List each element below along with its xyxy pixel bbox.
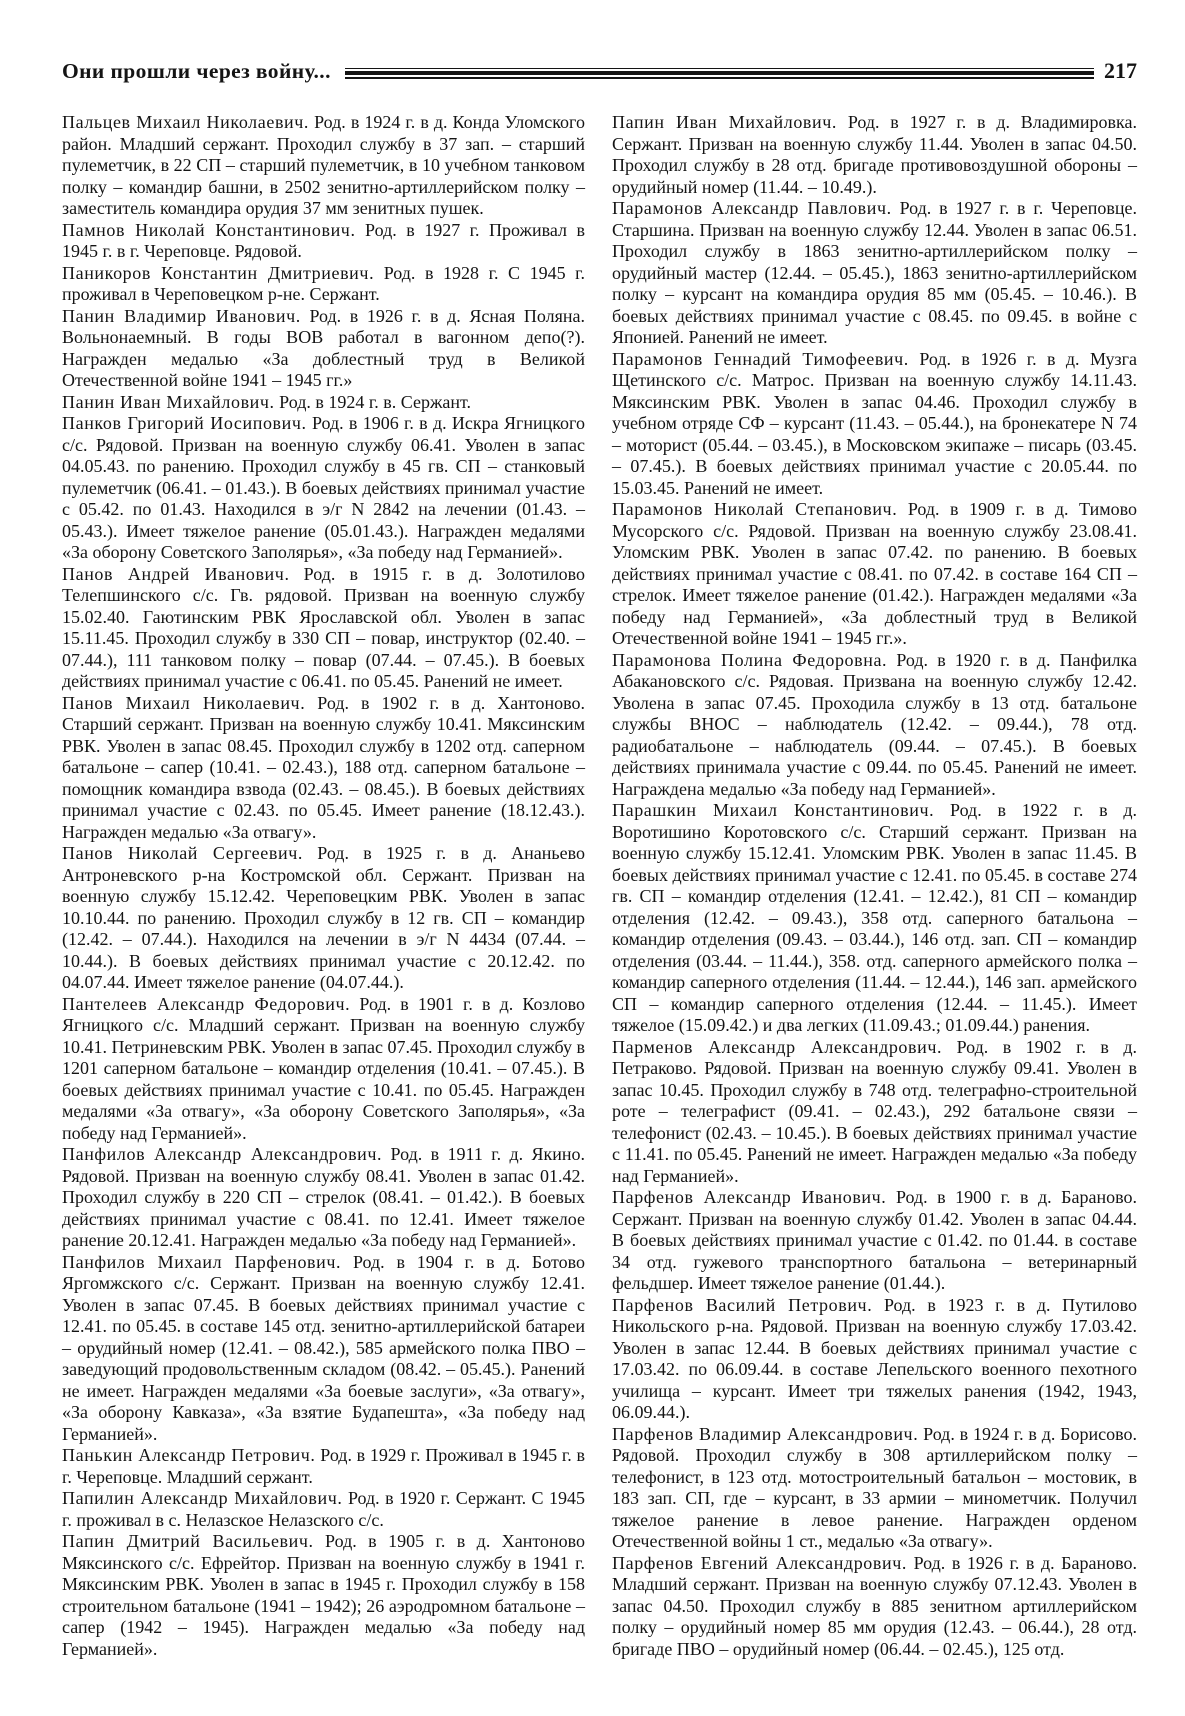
veteran-details: Род. в 1902 г. в д. Петраково. Рядовой. Призван на военную службу 09.41. Уволен в запас 10.45. Проходил службу в 748 отд. телеграфно-строительной роте – телеграфист (09.41. – 02.43.), 292 батальоне связи – телефонист (02.43. – 10.45.). В боевых действиях принимал участие с 11.41. по 05.45. Ранений не имеет. Награжден медалью «За победу над Германией». — [612, 1036, 1138, 1186]
veteran-name: Парфенов Владимир Александрович. — [612, 1423, 919, 1444]
veteran-name: Папин Дмитрий Васильевич. — [62, 1531, 314, 1551]
veteran-name: Парфенов Александр Иванович. — [612, 1187, 887, 1207]
veteran-entry — [62, 843, 585, 994]
veteran-name: Парамонов Александр Павлович. — [612, 198, 892, 218]
veteran-name: Парамонов Геннадий Тимофеевич. — [612, 348, 909, 369]
veteran-entry — [62, 392, 585, 414]
veteran-details: Род. в 1900 г. в д. Бараново. Сержант. Призван на военную службу 01.42. Уволен в запас 04.44. В боевых действиях принимал участие с 01.42. по 01.44. в составе 34 отд. гужевого транспортного батальона – ветеринарный фельдшер. Имеет тяжелое ранение (01.44.). — [612, 1187, 1138, 1293]
veteran-entry — [612, 1295, 1137, 1424]
veteran-entry — [612, 499, 1137, 650]
veteran-name: Парашкин Михаил Константинович. — [612, 800, 935, 820]
veteran-details: Род. в 1926 г. в д. Музга Щетинского с/с. Матрос. Призван на военную службу 14.11.43. Мяксинским РВК. Уволен в запас 04.46. Проходил службу в учебном отряде СФ – курсант (11.43. – 05.44.), на бронекатере N 74 – моторист (05.44. – 03.45.), в Московском экипаже – писарь (03.45. – 07.45.). В боевых действиях принимал участие с 20.05.44. по 15.03.45. Ранений не имеет. — [612, 348, 1138, 498]
veteran-entry — [612, 1424, 1137, 1553]
page-number: 217 — [1104, 58, 1137, 83]
veteran-details: Род. в 1925 г. в д. Ананьево Антроневского р-на Костромской обл. Сержант. Призван на военную службу 15.12.42. Череповецким РВК. Уволен в запас 10.10.44. по ранению. Проходил службу в 12 гв. СП – командир (12.42. – 07.44.). Находился на лечении в э/г N 4434 (07.44. – 10.44.). В боевых действиях принимал участие с 20.12.42. по 04.07.44. Имеет тяжелое ранение (04.07.44.). — [62, 843, 586, 992]
veteran-entry — [62, 1488, 585, 1531]
veteran-name: Памнов Николай Константинович. — [62, 219, 356, 240]
veteran-entry — [62, 1252, 585, 1446]
page-header — [62, 56, 1137, 86]
text-column-right — [612, 112, 1137, 1660]
veteran-details: Род. в 1928 г. С 1945 г. проживал в Череповецком р-не. Сержант. — [62, 262, 585, 304]
veteran-entry — [612, 112, 1137, 198]
veteran-name: Пальцев Михаил Николаевич. — [62, 112, 310, 132]
veteran-details: Род. в 1920 г. в д. Панфилка Абакановского с/с. Рядовая. Призвана на военную службу 12.42. Уволена в запас 07.45. Проходила службу в 13 отд. батальоне службы ВНОС – наблюдатель (12.42. – 09.44.), 78 отд. радиобатальоне – наблюдатель (09.44. – 07.45.). В боевых действиях принимала участие с 09.44. по 05.45. Ранений не имеет. Награждена медалью «За победу над Германией». — [612, 649, 1138, 799]
veteran-details: Род. в 1902 г. в д. Хантоново. Старший сержант. Призван на военную службу 10.41. Мяксинским РВК. Уволен в запас 08.45. Проходил службу в 1202 отд. саперном батальоне – сапер (10.41. – 02.43.), 188 отд. саперном батальоне – помощник командира взвода (02.43. – 08.45.). В боевых действиях принимал участие с 02.43. по 05.45. Имеет ранение (18.12.43.). Награжден медалью «За отвагу». — [62, 692, 585, 842]
veteran-name: Панков Григорий Иосипович. — [62, 413, 307, 433]
veteran-entry — [612, 1037, 1137, 1188]
running-title: Они прошли через войну... — [62, 58, 331, 83]
veteran-entry — [612, 1553, 1137, 1661]
page-body — [62, 112, 1137, 1660]
veteran-entry — [612, 198, 1137, 349]
text-column-left — [62, 112, 585, 1660]
veteran-entry — [612, 349, 1137, 500]
veteran-name: Панов Андрей Иванович. — [62, 563, 290, 584]
veteran-entry — [612, 650, 1137, 801]
veteran-entry — [62, 1531, 585, 1660]
veteran-name: Парамонов Николай Степанович. — [612, 499, 898, 519]
veteran-name: Папилин Александр Михайлович. — [62, 1488, 343, 1508]
veteran-details: Род. в 1926 г. в д. Ясная Поляна. Вольнонаемный. В годы ВОВ работал в вагонном депо(?). Награжден медалью «За доблестный труд в Великой Отечественной войне 1941 – 1945 гг.» — [62, 305, 585, 390]
veteran-entry — [62, 693, 585, 844]
veteran-entry — [62, 413, 585, 564]
veteran-entry — [62, 564, 585, 693]
veteran-name: Парфенов Евгений Александрович. — [612, 1552, 907, 1573]
veteran-name: Папин Иван Михайлович. — [612, 112, 838, 132]
veteran-details: Род. в 1920 г. Сержант. С 1945 г. проживал в с. Нелазское Нелазского с/с. — [62, 1488, 585, 1530]
veteran-details: Род. в 1927 г. в г. Череповце. Старшина. Призван на военную службу 12.44. Уволен в запас 06.51. Проходил службу в 1863 зенитно-артиллерийском полку – орудийный мастер (12.44. – 05.45.), 1863 зенитно-артиллерийском полку – курсант на командира орудия 85 мм (05.45. – 10.46.). В боевых действиях принимал участие с 08.45. по 09.45. в войне с Японией. Ранений не имеет. — [612, 198, 1137, 347]
veteran-name: Парменов Александр Александрович. — [612, 1036, 943, 1057]
veteran-details: Род. в 1901 г. в д. Козлово Ягницкого с/с. Младший сержант. Призван на военную службу 10.41. Петриневским РВК. Уволен в запас 07.45. Проходил службу в 1201 саперном батальоне – командир отделения (10.41. – 07.45.). В боевых действиях принимал участие с 10.41. по 05.45. Награжден медалями «За отвагу», «За оборону Советского Заполярья», «За победу над Германией». — [62, 993, 586, 1143]
veteran-details: Род. в 1904 г. в д. Ботово Яргомжского с/с. Сержант. Призван на военную службу 12.41. Уволен в запас 07.45. В боевых действиях принимал участие с 12.41. по 05.45. в составе 145 отд. зенитно-артиллерийской батареи – орудийный номер (12.41. – 08.42.), 585 армейского полка ПВО – заведующий продовольственным складом (08.42. – 05.45.). Ранений не имеет. Награжден медалями «За боевые заслуги», «За отвагу», «За оборону Кавказа», «За взятие Будапешта», «За победу над Германией». — [62, 1251, 586, 1444]
veteran-name: Панов Михаил Николаевич. — [62, 692, 306, 713]
veteran-entry — [62, 263, 585, 306]
veteran-entry — [62, 112, 585, 220]
veteran-details: Род. в 1924 г. в. Сержант. — [279, 391, 472, 412]
veteran-details: Род. в 1927 г. Проживал в 1945 г. в г. Череповце. Рядовой. — [62, 219, 585, 261]
veteran-details: Род. в 1923 г. в д. Путилово Никольского р-на. Рядовой. Призван на военную службу 17.03.42. Уволен в запас 12.44. В боевых действиях принимал участие с 17.03.42. по 06.09.44. в составе Лепельского военного пехотного училища – курсант. Имеет три тяжелых ранения (1942, 1943, 06.09.44.). — [612, 1294, 1137, 1422]
veteran-entry — [62, 994, 585, 1145]
veteran-details: Род. в 1922 г. в д. Воротишино Коротовского с/с. Старший сержант. Призван на военную службу 15.12.41. Уломским РВК. Уволен в запас 11.45. В боевых действиях принимал участие с 12.41. по 05.45. в составе 274 гв. СП – командир отделения (12.41. – 12.42.), 81 СП – командир отделения (12.42. – 09.43.), 358 отд. саперного батальона – командир отделения (09.43. – 03.44.), 146 отд. зап. СП – командир отделения (03.44. – 11.44.), 358. отд. саперного армейского полка – командир саперного отделения (11.44. – 12.44.), 146 зап. армейского СП – командир саперного отделения (12.44. – 11.45.). Имеет тяжелое (15.09.42.) и два легких (11.09.43.; 01.09.44.) ранения. — [612, 800, 1137, 1035]
veteran-name: Панфилов Михаил Парфенович. — [62, 1251, 342, 1272]
veteran-name: Панфилов Александр Александрович. — [62, 1144, 383, 1164]
veteran-name: Панин Иван Михайлович. — [62, 391, 275, 412]
veteran-entry — [62, 220, 585, 263]
veteran-name: Панькин Александр Петрович. — [62, 1445, 316, 1465]
veteran-name: Пантелеев Александр Федорович. — [62, 993, 351, 1014]
veteran-name: Парфенов Василий Петрович. — [612, 1294, 873, 1315]
veteran-details: Род. в 1905 г. в д. Хантоново Мяксинского с/с. Ефрейтор. Призван на военную службу в 1941 г. Мяксинским РВК. Уволен в запас в 1945 г. Проходил службу в 158 строительном батальоне (1941 – 1942); 26 аэродромном батальоне – сапер (1942 – 1945). Награжден медалью «За победу над Германией». — [62, 1531, 585, 1659]
veteran-entry — [62, 306, 585, 392]
veteran-entry — [612, 800, 1137, 1037]
veteran-details: Род. в 1929 г. Проживал в 1945 г. в г. Череповце. Младший сержант. — [62, 1445, 585, 1487]
veteran-details: Род. в 1906 г. в д. Искра Ягницкого с/с. Рядовой. Призван на военную службу 06.41. Уволен в запас 04.05.43. по ранению. Проходил службу в 45 гв. СП – станковый пулеметчик (06.41. – 01.43.). В боевых действиях принимал участие с 05.42. по 01.43. Находился в э/г N 2842 на лечении (01.43. – 05.43.). Имеет тяжелое ранение (05.01.43.). Награжден медалями «За оборону Советского Заполярья», «За победу над Германией». — [62, 413, 585, 562]
veteran-details: Род. в 1926 г. в д. Бараново. Младший сержант. Призван на военную службу 07.12.43. Уволен в запас 04.50. Проходил службу в 885 зенитном артиллерийском полку – орудийный номер 85 мм орудия (12.43. – 06.44.), 28 отд. бригаде ПВО – орудийный номер (06.44. – 02.45.), 125 отд. — [612, 1552, 1138, 1659]
header-rule-decoration — [345, 68, 1094, 79]
veteran-name: Парамонова Полина Федоровна. — [612, 649, 888, 670]
veteran-entry — [62, 1445, 585, 1488]
veteran-details: Род. в 1924 г. в д. Борисово. Рядовой. Проходил службу в 308 артиллерийском полку – телефонист, в 123 отд. мотостроительный батальон – мостовик, в 183 зап. СП, где – курсант, в 33 армии – минометчик. Получил тяжелое ранение в левое ранение. Награжден орденом Отечественной войны 1 ст., медалью «За отвагу». — [612, 1423, 1138, 1551]
veteran-details: Род. в 1915 г. в д. Золотилово Телепшинского с/с. Гв. рядовой. Призван на военную службу 15.02.40. Гаютинским РВК Ярославской обл. Уволен в запас 15.11.45. Проходил службу в 330 СП – повар, инструктор (02.40. – 07.44.), 111 танковом полку – повар (07.44. – 07.45.). В боевых действиях принимал участие с 06.41. по 05.45. Ранений не имеет. — [62, 563, 585, 691]
veteran-entry — [612, 1187, 1137, 1295]
veteran-name: Панов Николай Сергеевич. — [62, 843, 303, 863]
veteran-name: Панин Владимир Иванович. — [62, 305, 301, 326]
veteran-entry — [62, 1144, 585, 1252]
veteran-details: Род. в 1911 г. д. Якино. Рядовой. Призван на военную службу 08.41. Уволен в запас 01.42. Проходил службу в 220 СП – стрелок (08.41. – 01.42.). В боевых действиях принимал участие с 08.41. по 12.41. Имеет тяжелое ранение 20.12.41. Награжден медалью «За победу над Германией». — [62, 1144, 586, 1250]
veteran-details: Род. в 1927 г. в д. Владимировка. Сержант. Призван на военную службу 11.44. Уволен в запас 04.50. Проходил службу в 28 отд. бригаде противовоздушной обороны – орудийный номер (11.44. – 10.49.). — [612, 112, 1138, 197]
veteran-details: Род. в 1909 г. в д. Тимово Мусорского с/с. Рядовой. Призван на военную службу 23.08.41. Уломским РВК. Уволен в запас 07.42. по ранению. В боевых действиях принимал участие с 08.41. по 07.42. в составе 164 СП – стрелок. Имеет тяжелое ранение (01.42.). Награжден медалями «За победу над Германией», «За доблестный труд в Великой Отечественной войне 1941 – 1945 гг.». — [612, 499, 1138, 648]
veteran-name: Паникоров Константин Дмитриевич. — [62, 262, 375, 283]
veteran-details: Род. в 1924 г. в д. Конда Уломского район. Младший сержант. Проходил службу в 37 зап. – старший пулеметчик, в 22 СП – старший пулеметчик, в 10 учебном танковом полку – командир башни, в 2502 зенитно-артиллерийском полку – заместитель командира орудия 37 мм зенитных пушек. — [62, 112, 585, 218]
